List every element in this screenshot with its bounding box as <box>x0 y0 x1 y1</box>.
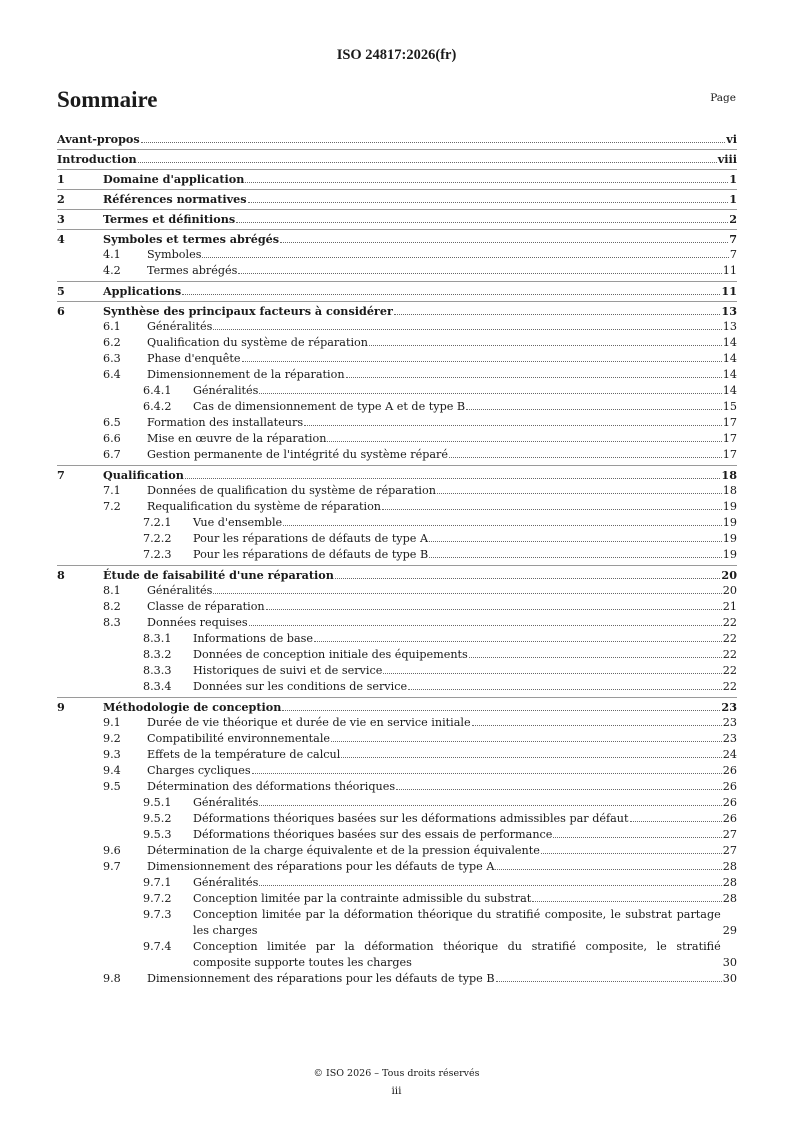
toc-entry-page: 1 <box>729 192 737 206</box>
toc-entry[interactable] <box>57 763 737 779</box>
toc-entry[interactable] <box>57 231 737 247</box>
toc-entry[interactable] <box>57 151 737 167</box>
toc-entry-title: Avant-propos <box>57 132 140 146</box>
toc-entry-page: 17 <box>722 448 737 461</box>
toc-entry-title: Phase d'enquête <box>147 352 241 365</box>
toc-dot-leader <box>532 900 722 902</box>
toc-dot-leader <box>182 293 720 295</box>
toc-entry-title: Synthèse des principaux facteurs à considérer <box>103 304 393 318</box>
toc-entry[interactable] <box>57 795 737 811</box>
toc-entry[interactable] <box>57 335 737 351</box>
toc-entry[interactable] <box>57 247 737 263</box>
toc-dot-leader <box>202 256 728 258</box>
toc-entry-number: 6 <box>57 304 65 318</box>
toc-entry[interactable] <box>57 875 737 891</box>
toc-entry-number: 6.3 <box>103 352 121 365</box>
toc-entry[interactable] <box>57 499 737 515</box>
toc-entry[interactable] <box>57 679 737 695</box>
toc-entry[interactable] <box>57 303 737 319</box>
toc-entry-number: 8.2 <box>103 600 121 613</box>
toc-dot-leader <box>396 788 722 790</box>
toc-entry-page: 13 <box>722 320 737 333</box>
toc-dot-leader <box>630 820 722 822</box>
toc-dot-leader <box>242 360 722 362</box>
toc-entry-number: 9.2 <box>103 732 121 745</box>
toc-entry-page: 14 <box>722 336 737 349</box>
toc-entry-number: 6.4 <box>103 368 121 381</box>
toc-entry[interactable] <box>57 131 737 147</box>
toc-entry-title: Généralités <box>147 320 213 333</box>
toc-entry-page: 19 <box>722 500 737 513</box>
toc-separator <box>57 565 737 566</box>
toc-entry[interactable] <box>57 891 737 907</box>
toc-entry-number: 9.5.2 <box>143 812 172 825</box>
toc-dot-leader <box>429 540 722 542</box>
toc-entry-page: 20 <box>721 568 737 582</box>
toc-entry-title: Cas de dimensionnement de type A et de type B <box>193 400 466 413</box>
toc-entry-page: 30 <box>722 972 737 985</box>
toc-entry[interactable] <box>57 351 737 367</box>
toc-dot-leader <box>236 221 728 223</box>
toc-entry-page: 28 <box>722 892 737 905</box>
toc-dot-leader <box>141 141 726 143</box>
toc-entry-title: Pour les réparations de défauts de type B <box>193 548 429 561</box>
toc-entry-number: 7 <box>57 468 65 482</box>
toc-entry-title: Charges cycliques <box>147 764 251 777</box>
toc-separator <box>57 189 737 190</box>
toc-entry-number: 2 <box>57 192 65 206</box>
toc-entry[interactable] <box>57 907 737 939</box>
toc-entry-page: 19 <box>722 548 737 561</box>
toc-entry-number: 9.6 <box>103 844 121 857</box>
toc-entry-number: 7.2.2 <box>143 532 172 545</box>
toc-entry-title: Dimensionnement de la réparation <box>147 368 345 381</box>
toc-entry-number: 7.2.3 <box>143 548 172 561</box>
toc-entry-number: 4.1 <box>103 248 121 261</box>
toc-entry-page: 2 <box>729 212 737 226</box>
toc-dot-leader <box>252 772 722 774</box>
toc-entry-title: Symboles <box>147 248 202 261</box>
toc-separator <box>57 281 737 282</box>
toc-entry-number: 9.7.2 <box>143 892 172 905</box>
toc-entry-title: Conception limitée par la déformation théorique du stratifié composite, le substrat partage les charges <box>193 908 721 937</box>
toc-entry-number: 8.3.1 <box>143 632 172 645</box>
toc-entry-page: 14 <box>722 352 737 365</box>
toc-dot-leader <box>437 492 722 494</box>
toc-entry-number: 9.7.4 <box>143 940 172 953</box>
toc-entry-page: 22 <box>722 648 737 661</box>
toc-dot-leader <box>341 756 721 758</box>
toc-entry-page: 7 <box>729 248 737 261</box>
toc-entry-page: 7 <box>729 232 737 246</box>
copyright-notice: © ISO 2026 – Tous droits réservés <box>313 1068 480 1079</box>
toc-entry[interactable] <box>57 399 737 415</box>
toc-dot-leader <box>466 408 722 410</box>
toc-entry-number: 8.3.2 <box>143 648 172 661</box>
toc-entry-title: Mise en œuvre de la réparation <box>147 432 327 445</box>
toc-dot-leader <box>266 608 722 610</box>
toc-entry-title: Conception limitée par la déformation théorique du stratifié composite, le stratifié composite supporte toutes les charges <box>193 940 721 969</box>
toc-entry[interactable] <box>57 547 737 563</box>
toc-dot-leader <box>248 201 729 203</box>
toc-entry-page: 26 <box>722 812 737 825</box>
toc-entry-title: Données de qualification du système de réparation <box>147 484 436 497</box>
toc-entry-page: 22 <box>722 616 737 629</box>
toc-dot-leader <box>496 980 722 982</box>
toc-entry-title: Symboles et termes abrégés <box>103 232 280 246</box>
toc-entry-number: 4.2 <box>103 264 121 277</box>
toc-entry-number: 4 <box>57 232 65 246</box>
toc-entry-title: Détermination des déformations théoriques <box>147 780 396 793</box>
toc-entry-number: 9.4 <box>103 764 121 777</box>
toc-entry[interactable] <box>57 811 737 827</box>
page-title: Sommaire <box>57 87 158 112</box>
toc-entry[interactable] <box>57 211 737 227</box>
toc-entry[interactable] <box>57 263 737 279</box>
toc-entry[interactable] <box>57 467 737 483</box>
toc-dot-leader <box>335 577 721 579</box>
toc-entry-title: Informations de base <box>193 632 313 645</box>
toc-entry-title: Termes et définitions <box>103 212 236 226</box>
page-number: iii <box>391 1085 402 1097</box>
document-header: ISO 24817:2026(fr) <box>336 47 457 63</box>
toc-entry-page: 29 <box>722 924 737 937</box>
toc-entry-title: Généralités <box>193 876 259 889</box>
toc-entry[interactable] <box>57 615 737 631</box>
toc-entry-page: 21 <box>722 600 737 613</box>
toc-dot-leader <box>327 440 721 442</box>
toc-entry-page: 22 <box>722 680 737 693</box>
toc-entry-page: 27 <box>722 844 737 857</box>
toc-dot-leader <box>314 640 722 642</box>
toc-entry-number: 9.8 <box>103 972 121 985</box>
toc-dot-leader <box>394 313 721 315</box>
toc-dot-leader <box>331 740 722 742</box>
toc-entry[interactable] <box>57 843 737 859</box>
toc-entry-title: Étude de faisabilité d'une réparation <box>103 568 334 582</box>
toc-entry[interactable] <box>57 531 737 547</box>
toc-entry-number: 9.7 <box>103 860 121 873</box>
toc-entry-number: 9.5.3 <box>143 828 172 841</box>
toc-entry-title: Introduction <box>57 152 137 166</box>
toc-entry[interactable] <box>57 827 737 843</box>
toc-entry[interactable] <box>57 415 737 431</box>
toc-entry-page: 26 <box>722 780 737 793</box>
toc-entry-title: Applications <box>103 284 182 298</box>
toc-entry-page: 26 <box>722 764 737 777</box>
toc-entry-page: viii <box>717 152 737 166</box>
toc-entry-number: 9.5 <box>103 780 121 793</box>
toc-dot-leader <box>283 524 722 526</box>
toc-dot-leader <box>382 508 722 510</box>
toc-entry-title: Classe de réparation <box>147 600 265 613</box>
toc-entry-page: 19 <box>722 532 737 545</box>
toc-entry-title: Pour les réparations de défauts de type A <box>193 532 429 545</box>
toc-entry[interactable] <box>57 515 737 531</box>
toc-entry-title: Dimensionnement des réparations pour les défauts de type B <box>147 972 495 985</box>
toc-entry-title: Termes abrégés <box>147 264 238 277</box>
toc-dot-leader <box>213 592 721 594</box>
toc-entry[interactable] <box>57 779 737 795</box>
toc-entry-title: Formation des installateurs <box>147 416 304 429</box>
toc-dot-leader <box>259 392 721 394</box>
toc-entry-number: 9.7.3 <box>143 908 172 921</box>
toc-entry-title: Détermination de la charge équivalente et de la pression équivalente <box>147 844 540 857</box>
toc-entry-number: 8.3.3 <box>143 664 172 677</box>
toc-entry-title: Historiques de suivi et de service <box>193 664 383 677</box>
toc-entry-title: Compatibilité environnementale <box>147 732 331 745</box>
toc-entry[interactable] <box>57 367 737 383</box>
toc-entry-title: Méthodologie de conception <box>103 700 282 714</box>
toc-dot-leader <box>469 656 722 658</box>
toc-entry-page: 19 <box>722 516 737 529</box>
toc-dot-leader <box>280 241 728 243</box>
toc-entry-page: 11 <box>721 284 737 298</box>
toc-entry-page: 17 <box>722 416 737 429</box>
toc-entry[interactable] <box>57 939 737 971</box>
toc-entry-title: Qualification du système de réparation <box>147 336 368 349</box>
toc-entry-title: Données requises <box>147 616 248 629</box>
toc-dot-leader <box>282 709 720 711</box>
toc-entry-page: 17 <box>722 432 737 445</box>
toc-dot-leader <box>449 456 722 458</box>
toc-dot-leader <box>249 624 722 626</box>
toc-dot-leader <box>259 884 721 886</box>
toc-entry-title: Requalification du système de réparation <box>147 500 382 513</box>
toc-entry[interactable] <box>57 191 737 207</box>
toc-dot-leader <box>383 672 721 674</box>
toc-entry[interactable] <box>57 859 737 875</box>
toc-entry-number: 6.6 <box>103 432 121 445</box>
toc-entry-title: Données sur les conditions de service <box>193 680 408 693</box>
toc-entry-title: Effets de la température de calcul <box>147 748 341 761</box>
toc-entry-number: 6.4.2 <box>143 400 172 413</box>
toc-entry-number: 9.5.1 <box>143 796 172 809</box>
toc-separator <box>57 301 737 302</box>
toc-entry-page: 18 <box>722 484 737 497</box>
toc-separator <box>57 465 737 466</box>
toc-entry-number: 6.1 <box>103 320 121 333</box>
toc-entry-page: 20 <box>722 584 737 597</box>
toc-entry-page: 18 <box>721 468 737 482</box>
toc-entry-title: Qualification <box>103 468 184 482</box>
toc-separator <box>57 149 737 150</box>
toc-dot-leader <box>259 804 721 806</box>
toc-separator <box>57 169 737 170</box>
toc-entry[interactable] <box>57 319 737 335</box>
toc-entry[interactable] <box>57 731 737 747</box>
toc-dot-leader <box>238 272 721 274</box>
toc-entry-title: Déformations théoriques basées sur les déformations admissibles par défaut <box>193 812 629 825</box>
toc-entry-number: 5 <box>57 284 65 298</box>
toc-dot-leader <box>138 161 717 163</box>
toc-dot-leader <box>213 328 721 330</box>
toc-entry[interactable] <box>57 583 737 599</box>
toc-dot-leader <box>553 836 721 838</box>
toc-entry[interactable] <box>57 431 737 447</box>
toc-entry[interactable] <box>57 383 737 399</box>
toc-dot-leader <box>408 688 722 690</box>
toc-entry-page: 30 <box>722 956 737 969</box>
toc-entry-page: 14 <box>722 368 737 381</box>
toc-entry-number: 6.2 <box>103 336 121 349</box>
toc-entry-number: 9.3 <box>103 748 121 761</box>
toc-separator <box>57 209 737 210</box>
toc-entry-number: 7.1 <box>103 484 121 497</box>
toc-entry-number: 7.2 <box>103 500 121 513</box>
toc-entry-title: Durée de vie théorique et durée de vie en service initiale <box>147 716 471 729</box>
toc-entry[interactable] <box>57 447 737 463</box>
toc-entry-title: Déformations théoriques basées sur des essais de performance <box>193 828 553 841</box>
toc-entry-page: 13 <box>721 304 737 318</box>
toc-entry-title: Conception limitée par la contrainte admissible du substrat <box>193 892 532 905</box>
toc-dot-leader <box>185 477 721 479</box>
toc-dot-leader <box>346 376 722 378</box>
toc-entry-page: 22 <box>722 664 737 677</box>
toc-entry-page: 27 <box>722 828 737 841</box>
toc-entry-number: 8.1 <box>103 584 121 597</box>
toc-separator <box>57 229 737 230</box>
toc-entry-title: Généralités <box>193 384 259 397</box>
toc-entry-number: 6.7 <box>103 448 121 461</box>
toc-entry[interactable] <box>57 747 737 763</box>
toc-entry[interactable] <box>57 699 737 715</box>
toc-entry-title: Généralités <box>147 584 213 597</box>
toc-entry-number: 9.1 <box>103 716 121 729</box>
toc-entry-page: 11 <box>722 264 737 277</box>
table-of-contents <box>57 131 737 987</box>
toc-entry-page: 24 <box>722 748 737 761</box>
toc-entry-number: 8 <box>57 568 65 582</box>
toc-entry[interactable] <box>57 647 737 663</box>
toc-entry-number: 8.3 <box>103 616 121 629</box>
toc-entry-page: 15 <box>722 400 737 413</box>
toc-entry-number: 3 <box>57 212 65 226</box>
toc-entry-number: 1 <box>57 172 65 186</box>
toc-entry-number: 7.2.1 <box>143 516 172 529</box>
toc-entry[interactable] <box>57 171 737 187</box>
toc-entry-number: 6.5 <box>103 416 121 429</box>
toc-entry-page: vi <box>726 132 737 146</box>
toc-entry-title: Vue d'ensemble <box>193 516 283 529</box>
toc-entry-page: 23 <box>722 716 737 729</box>
toc-entry-number: 8.3.4 <box>143 680 172 693</box>
toc-entry-page: 28 <box>722 876 737 889</box>
toc-dot-leader <box>304 424 722 426</box>
toc-dot-leader <box>369 344 722 346</box>
toc-entry-page: 28 <box>722 860 737 873</box>
toc-entry[interactable] <box>57 567 737 583</box>
toc-entry-page: 22 <box>722 632 737 645</box>
toc-dot-leader <box>541 852 722 854</box>
toc-entry[interactable] <box>57 663 737 679</box>
toc-entry-number: 9 <box>57 700 65 714</box>
toc-entry-title: Dimensionnement des réparations pour les défauts de type A <box>147 860 495 873</box>
toc-entry-page: 1 <box>729 172 737 186</box>
toc-entry-title: Domaine d'application <box>103 172 245 186</box>
toc-entry-page: 14 <box>722 384 737 397</box>
toc-entry-title: Gestion permanente de l'intégrité du système réparé <box>147 448 449 461</box>
toc-entry-page: 26 <box>722 796 737 809</box>
toc-entry-number: 9.7.1 <box>143 876 172 889</box>
toc-entry[interactable] <box>57 283 737 299</box>
toc-separator <box>57 697 737 698</box>
toc-entry[interactable] <box>57 971 737 987</box>
toc-entry[interactable] <box>57 599 737 615</box>
toc-entry-title: Généralités <box>193 796 259 809</box>
page-column-label: Page <box>710 92 736 104</box>
toc-entry-title: Données de conception initiale des équipements <box>193 648 468 661</box>
toc-entry-page: 23 <box>721 700 737 714</box>
toc-dot-leader <box>495 868 721 870</box>
toc-entry[interactable] <box>57 715 737 731</box>
toc-dot-leader <box>472 724 722 726</box>
toc-entry-title: Références normatives <box>103 192 247 206</box>
toc-entry[interactable] <box>57 631 737 647</box>
toc-dot-leader <box>429 556 722 558</box>
toc-entry-page: 23 <box>722 732 737 745</box>
toc-entry-number: 6.4.1 <box>143 384 172 397</box>
toc-dot-leader <box>245 181 728 183</box>
toc-entry[interactable] <box>57 483 737 499</box>
